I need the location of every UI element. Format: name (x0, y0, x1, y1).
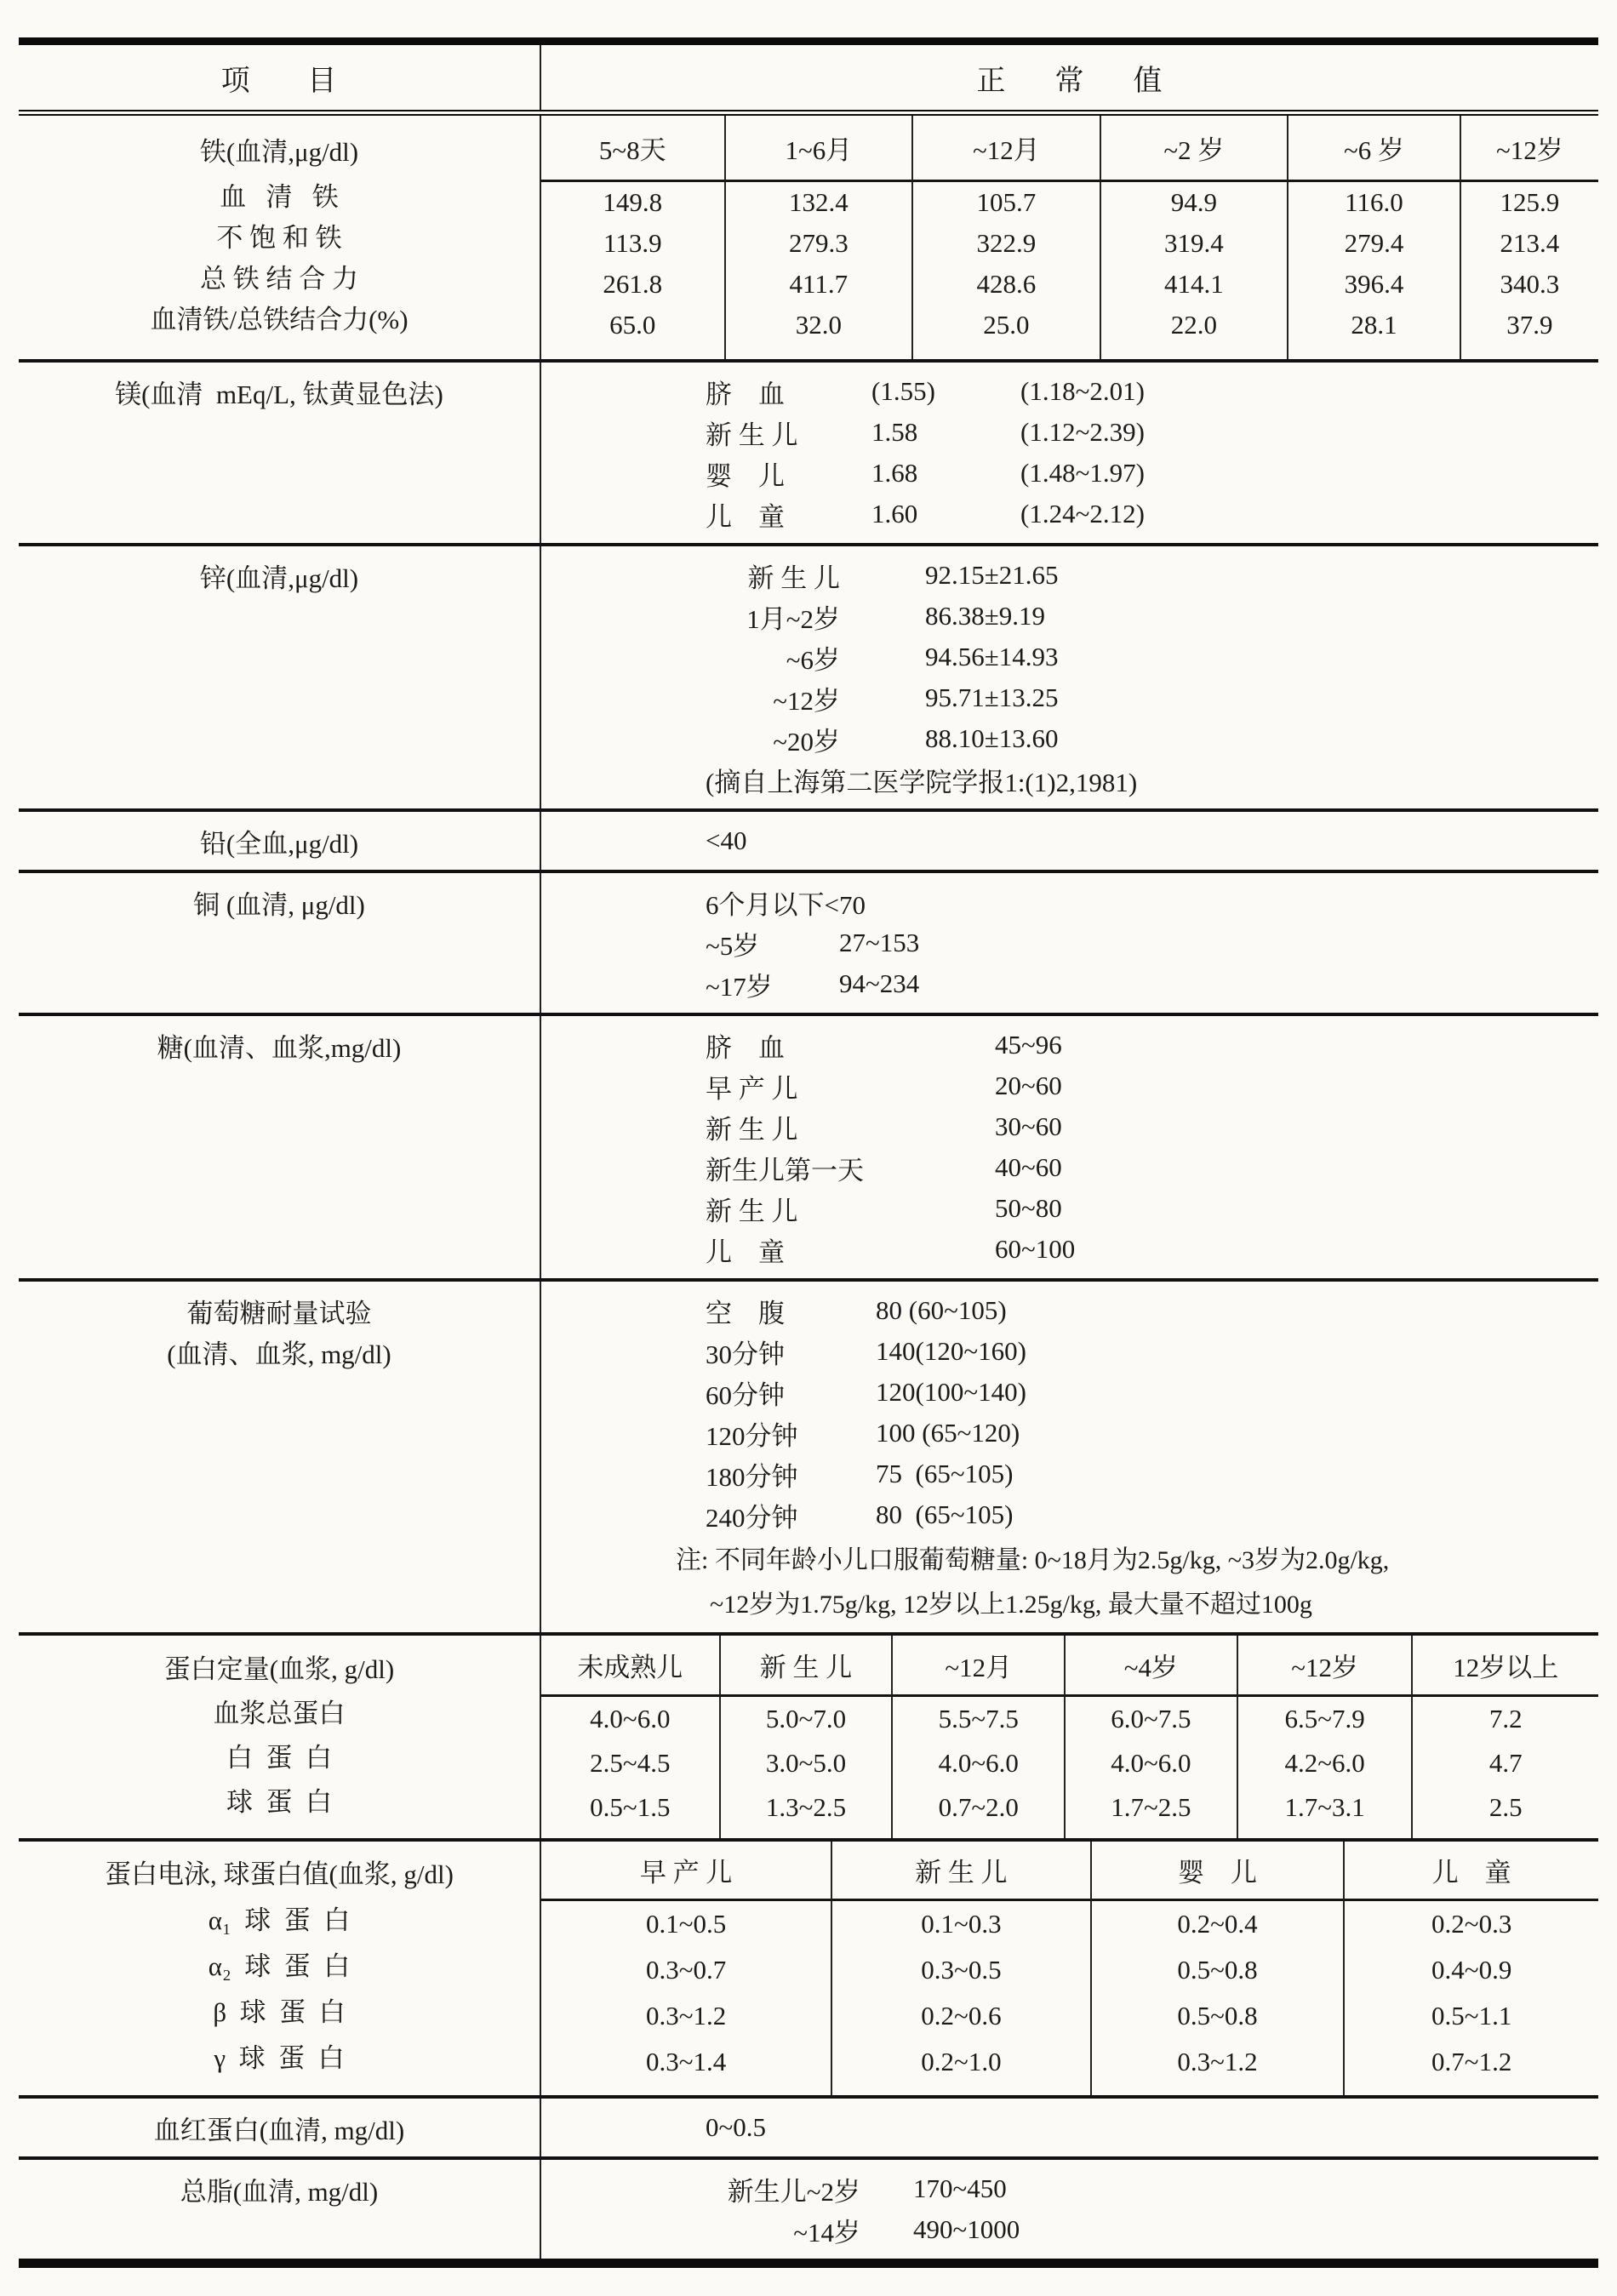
value-cell: 213.4 (1460, 223, 1598, 264)
value-cell: 0.3~0.7 (645, 1955, 727, 1985)
group-label: 30分钟 (706, 1339, 785, 1369)
value-cell: 32.0 (724, 305, 912, 346)
data-row (541, 371, 1598, 412)
value-cell: 4.0~6.0 (1064, 1741, 1237, 1785)
section-label: 总脂(血清, mg/dl) (180, 2176, 379, 2207)
mean-value: 1.60 (871, 499, 918, 528)
value: 490~1000 (913, 2214, 1020, 2244)
value-cell: 28.1 (1287, 305, 1460, 346)
value: 80 (65~105) (876, 1499, 1014, 1529)
age-header-cell: 未成熟儿 (541, 1636, 719, 1697)
value-cell: 0.2~0.4 (1090, 1901, 1344, 1947)
value: 80 (60~105) (876, 1295, 1007, 1325)
value: 120(100~140) (876, 1377, 1026, 1407)
electro-age-grid (541, 1842, 1598, 2095)
group-label: 儿 童 (706, 501, 785, 532)
data-row (541, 453, 1598, 494)
value: 88.10±13.60 (925, 723, 1059, 753)
gtt-label-column (19, 1282, 541, 1632)
value-cell: 0.5~1.1 (1343, 1993, 1598, 2039)
value-cell: 0.5~0.8 (1090, 1947, 1344, 1993)
section-zinc (19, 543, 1598, 808)
section-label: 蛋白定量(血浆, g/dl) (163, 1653, 395, 1684)
data-row (541, 494, 1598, 534)
hemoglobin-values (541, 2099, 1598, 2156)
lipid-label-column (19, 2160, 541, 2259)
value-cell: 7.2 (1411, 1697, 1598, 1741)
data-row (541, 412, 1598, 453)
value-cell: 2.5 (1411, 1785, 1598, 1830)
age-header-cell: 5~8天 (541, 116, 724, 182)
value-cell: 322.9 (911, 223, 1100, 264)
row-label: 白 蛋 白 (226, 1742, 332, 1773)
age-header-cell: 12岁以上 (1411, 1636, 1598, 1697)
value-cell: 125.9 (1460, 182, 1598, 223)
section-lead (19, 808, 1598, 870)
value-cell: 414.1 (1100, 264, 1288, 305)
data-row (541, 718, 1598, 759)
group-label: ~14岁 (793, 2217, 860, 2247)
grid-spacer (1100, 346, 1288, 359)
section-label: 镁(血清 mEq/L, 钛黄显色法) (115, 379, 443, 409)
grid-spacer (724, 346, 912, 359)
zinc-values (541, 546, 1598, 808)
value: 95.71±13.25 (925, 683, 1059, 712)
section-label: 铅(全血,μg/dl) (199, 828, 359, 859)
data-row (541, 1147, 1598, 1188)
value: 60~100 (995, 1234, 1076, 1264)
age-header-cell: ~2 岁 (1100, 116, 1288, 182)
value-cell: 340.3 (1460, 264, 1598, 305)
value-cell: 0.5~1.5 (590, 1792, 671, 1822)
group-label: 新生儿第一天 (706, 1155, 864, 1185)
group-label: 新 生 儿 (706, 1114, 798, 1145)
value: 20~60 (995, 1071, 1062, 1100)
section-label: 蛋白电泳, 球蛋白值(血浆, g/dl) (105, 1859, 454, 1889)
mean-value: (1.55) (871, 376, 935, 406)
table-header-row (19, 45, 1598, 116)
range-value: (1.48~1.97) (1020, 458, 1145, 488)
copper-label-column (19, 873, 541, 1013)
value-cell: 1.7~2.5 (1064, 1785, 1237, 1830)
group-label: ~17岁 (706, 971, 773, 1002)
section-hemoglobin (19, 2095, 1598, 2156)
grid-spacer (1237, 1830, 1412, 1838)
section-label: 血红蛋白(血清, mg/dl) (153, 2115, 405, 2145)
age-header-cell: 新 生 儿 (719, 1636, 892, 1697)
group-label: 新 生 儿 (706, 420, 798, 450)
group-label: ~20岁 (773, 726, 840, 757)
row-label: β 球 蛋 白 (213, 1996, 346, 2027)
group-label: 180分钟 (706, 1461, 798, 1492)
value-cell: 279.3 (724, 223, 912, 264)
data-row (541, 1494, 1598, 1535)
value-cell: 279.4 (1287, 223, 1460, 264)
electro-label-column (19, 1842, 541, 2095)
value-cell: 0.3~0.5 (831, 1947, 1090, 1993)
age-header-cell: ~12岁 (1460, 116, 1598, 182)
row-label: γ 球 蛋 白 (214, 2042, 345, 2073)
value-cell: 4.0~6.0 (590, 1704, 671, 1733)
row-label: 血 清 铁 (220, 181, 339, 212)
value-cell: 0.4~0.9 (1343, 1947, 1598, 1993)
age-header-cell: ~12月 (891, 1636, 1064, 1697)
value: 94.56±14.93 (925, 642, 1059, 671)
value: 0~0.5 (706, 2112, 767, 2142)
data-row (541, 1025, 1598, 1065)
data-row (541, 1188, 1598, 1229)
value-cell: 0.2~0.6 (831, 1993, 1090, 2039)
group-label: ~6岁 (786, 644, 840, 675)
section-iron (19, 116, 1598, 359)
group-label: 60分钟 (706, 1379, 785, 1410)
value-cell: 132.4 (724, 182, 912, 223)
value-cell: 5.0~7.0 (719, 1697, 892, 1741)
value-cell: 37.9 (1460, 305, 1598, 346)
row-label: 球 蛋 白 (226, 1786, 332, 1817)
column-header-item: 项 目 (19, 45, 541, 110)
data-row (541, 555, 1598, 596)
magnesium-label-column (19, 363, 541, 543)
value-cell: 22.0 (1100, 305, 1288, 346)
value-cell: 0.7~1.2 (1343, 2039, 1598, 2085)
value-cell: 105.7 (911, 182, 1100, 223)
hemoglobin-label-column (19, 2099, 541, 2156)
age-header-cell: ~12岁 (1237, 1636, 1412, 1697)
group-label: 240分钟 (706, 1502, 798, 1533)
grid-spacer (1064, 1830, 1237, 1838)
source-citation: (摘自上海第二医学院学报1:(1)2,1981) (706, 767, 1138, 797)
grid-spacer (1343, 2085, 1598, 2095)
section-magnesium (19, 359, 1598, 543)
grid-spacer (541, 346, 724, 359)
value-cell: 0.2~1.0 (831, 2039, 1090, 2085)
group-label: 脐 血 (706, 1032, 785, 1063)
gtt-values (541, 1282, 1598, 1632)
value-cell: 411.7 (724, 264, 912, 305)
row-label: 不 饱 和 铁 (216, 222, 342, 253)
value: 92.15±21.65 (925, 560, 1059, 590)
group-label: 6个月以下<70 (706, 889, 866, 920)
data-row (541, 1372, 1598, 1413)
grid-spacer (1090, 2085, 1344, 2095)
value-cell: 319.4 (1100, 223, 1288, 264)
group-label: 1月~2岁 (746, 603, 840, 634)
section-label: 铁(血清,μg/dl) (199, 136, 359, 167)
value-cell: 3.0~5.0 (719, 1741, 892, 1785)
section-label: 锌(血清,μg/dl) (199, 563, 359, 593)
iron-label-column (19, 116, 541, 359)
value-cell: 116.0 (1287, 182, 1460, 223)
section-copper (19, 870, 1598, 1013)
value-cell: 4.7 (1411, 1741, 1598, 1785)
age-header-cell: ~6 岁 (1287, 116, 1460, 182)
sugar-values (541, 1016, 1598, 1278)
note-line1: 注: 不同年龄小儿口服葡萄糖量: 0~18月为2.5g/kg, ~3岁为2.0g/kg, (676, 1546, 1390, 1574)
section-label: 铜 (血清, μg/dl) (193, 889, 365, 920)
grid-spacer (1460, 346, 1598, 359)
range-value: (1.12~2.39) (1020, 417, 1145, 447)
dosage-note (541, 1535, 1598, 1624)
group-label: 儿 童 (706, 1237, 785, 1267)
group-label: 空 腹 (706, 1298, 785, 1328)
value: 100 (65~120) (876, 1418, 1020, 1448)
grid-spacer (891, 1830, 1064, 1838)
mean-value: 1.68 (871, 458, 918, 488)
row-label: 血浆总蛋白 (213, 1698, 346, 1728)
lead-label-column (19, 812, 541, 870)
sugar-label-column (19, 1016, 541, 1278)
group-label: 新生儿~2岁 (727, 2176, 860, 2207)
value-cell: 65.0 (609, 310, 656, 340)
section-protein-quantification (19, 1632, 1598, 1838)
grid-spacer (541, 2085, 831, 2095)
value-cell: 113.9 (603, 228, 662, 258)
row-label: 血清铁/总铁结合力(%) (150, 304, 409, 334)
value-cell: 396.4 (1287, 264, 1460, 305)
data-row (541, 963, 1598, 1004)
data-row (541, 2209, 1598, 2250)
value-cell: 0.3~1.2 (1090, 2039, 1344, 2085)
lipid-values (541, 2160, 1598, 2259)
value-cell: 94.9 (1100, 182, 1288, 223)
data-row (541, 1413, 1598, 1454)
value: 30~60 (995, 1111, 1062, 1141)
age-header-cell: 儿 童 (1343, 1842, 1598, 1901)
value-cell: 4.0~6.0 (891, 1741, 1064, 1785)
grid-spacer (541, 1830, 719, 1838)
data-row (541, 637, 1598, 677)
value: 140(120~160) (876, 1336, 1026, 1366)
value-cell: 5.5~7.5 (891, 1697, 1064, 1741)
lead-values (541, 812, 1598, 870)
value-cell: 261.8 (603, 269, 663, 299)
group-label: 早 产 儿 (706, 1073, 798, 1104)
value-cell: 0.1~0.3 (831, 1901, 1090, 1947)
group-label: 婴 儿 (706, 460, 785, 491)
value: 27~153 (839, 928, 920, 957)
mean-value: 1.58 (871, 417, 918, 447)
range-value: (1.24~2.12) (1020, 499, 1145, 528)
value-cell: 6.0~7.5 (1064, 1697, 1237, 1741)
copper-values (541, 873, 1598, 1013)
age-header-cell: ~12月 (911, 116, 1100, 182)
value-cell: 25.0 (911, 305, 1100, 346)
age-header-cell: 新 生 儿 (831, 1842, 1090, 1901)
section-label-line2: (血清、血浆, mg/dl) (167, 1339, 391, 1369)
row-label: 总 铁 结 合 力 (200, 263, 358, 294)
data-row (541, 596, 1598, 637)
value-cell: 0.1~0.5 (645, 1909, 727, 1939)
value-cell: 0.7~2.0 (891, 1785, 1064, 1830)
grid-spacer (1287, 346, 1460, 359)
section-sugar (19, 1013, 1598, 1278)
data-row (541, 922, 1598, 963)
group-label: 新 生 儿 (747, 563, 840, 593)
protein-age-grid (541, 1636, 1598, 1838)
age-header-cell: 早 产 儿 (541, 1842, 831, 1901)
grid-spacer (911, 346, 1100, 359)
age-header-cell: ~4岁 (1064, 1636, 1237, 1697)
data-row (541, 1106, 1598, 1147)
value: <40 (706, 825, 747, 855)
value-cell: 428.6 (911, 264, 1100, 305)
iron-age-grid (541, 116, 1598, 359)
group-label: 新 生 儿 (706, 1196, 798, 1226)
value-cell: 0.2~0.3 (1343, 1901, 1598, 1947)
grid-spacer (719, 1830, 892, 1838)
value: 94~234 (839, 968, 920, 998)
value: 45~96 (995, 1030, 1062, 1059)
protein-label-column (19, 1636, 541, 1838)
section-label-line1: 葡萄糖耐量试验 (186, 1298, 372, 1328)
section-protein-electrophoresis (19, 1838, 1598, 2095)
value-cell: 2.5~4.5 (590, 1748, 671, 1778)
age-header-cell: 婴 儿 (1090, 1842, 1344, 1901)
data-row (541, 882, 1598, 922)
section-label: 糖(血清、血浆,mg/dl) (157, 1032, 402, 1063)
section-total-lipid (19, 2156, 1598, 2259)
data-row (541, 1229, 1598, 1270)
value: 86.38±9.19 (925, 601, 1046, 631)
value-cell: 0.5~0.8 (1090, 1993, 1344, 2039)
value-cell: 0.3~1.2 (645, 2001, 727, 2030)
row-label: α₁ 球 蛋 白 (208, 1905, 351, 1935)
group-label: ~5岁 (706, 930, 760, 961)
magnesium-values (541, 363, 1598, 543)
grid-spacer (831, 2085, 1090, 2095)
row-label: α₂ 球 蛋 白 (208, 1950, 351, 1981)
value: 170~450 (913, 2173, 1007, 2203)
age-header-cell: 1~6月 (724, 116, 912, 182)
data-row (541, 677, 1598, 718)
value: 40~60 (995, 1152, 1062, 1182)
column-header-normal-value: 正 常 值 (976, 65, 1163, 97)
value-cell: 1.3~2.5 (719, 1785, 892, 1830)
value-cell: 4.2~6.0 (1237, 1741, 1412, 1785)
group-label: ~12岁 (773, 685, 840, 716)
data-row (541, 1065, 1598, 1106)
group-label: 120分钟 (706, 1420, 798, 1451)
value: 75 (65~105) (876, 1459, 1014, 1488)
data-row (541, 1331, 1598, 1372)
data-row (541, 1290, 1598, 1331)
group-label: 脐 血 (706, 379, 785, 409)
data-row (541, 1454, 1598, 1494)
data-row (541, 2168, 1598, 2209)
grid-spacer (1411, 1830, 1598, 1838)
note-line2: ~12岁为1.75g/kg, 12岁以上1.25g/kg, 最大量不超过100g (710, 1591, 1312, 1619)
range-value: (1.18~2.01) (1020, 376, 1145, 406)
value-cell: 1.7~3.1 (1237, 1785, 1412, 1830)
value-cell: 0.3~1.4 (645, 2047, 727, 2076)
section-glucose-tolerance (19, 1278, 1598, 1632)
normal-values-table (19, 37, 1598, 2268)
value: 50~80 (995, 1193, 1062, 1223)
value-cell: 149.8 (603, 187, 663, 217)
zinc-label-column (19, 546, 541, 808)
value-cell: 6.5~7.9 (1237, 1697, 1412, 1741)
